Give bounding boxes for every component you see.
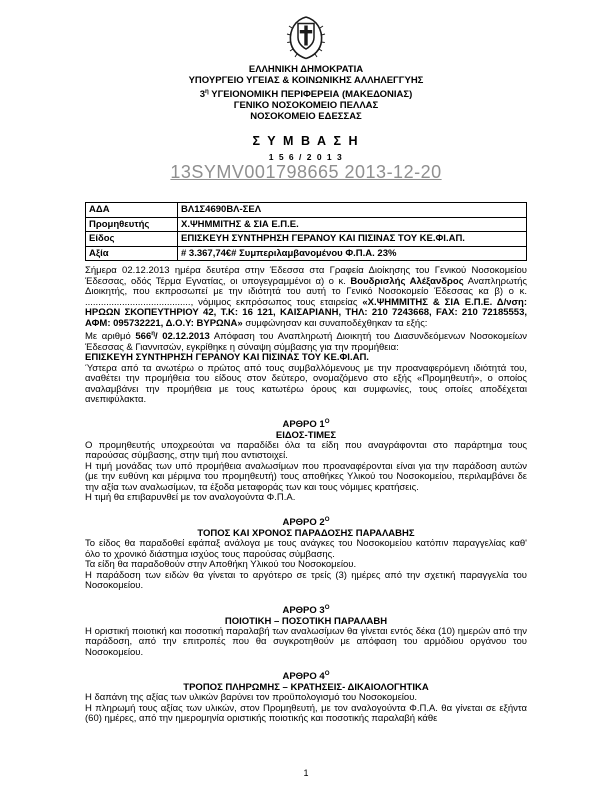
contract-number: 1 5 6 / 2 0 1 3 xyxy=(268,152,344,163)
article-title-sup: Ο xyxy=(324,670,330,678)
supplier-details: «Χ.ΨΗΜΜΙΤΗΣ & ΣΙΑ Ε.Π.Ε. Δ/νση: ΗΡΩΩΝ ΣΚΟΠΕΥΤΗΡΙΟΥ 42, Τ.Κ: 16 121, ΚΑΙΣΑΡΙΑΝΗ, ΤΗΛ: 210 7243668, FAX: 210 72185553, ΑΦΜ: 095732221, Δ.Ο.Υ: ΒΥΡΩΝΑ» xyxy=(85,296,527,329)
article-title-text: ΑΡΘΡΟ 4 xyxy=(282,671,325,683)
intro-paragraph-1 xyxy=(85,266,527,329)
article-3-title xyxy=(85,602,527,616)
region-ordinal-sup: η xyxy=(205,88,209,95)
registry-watermark: 13SYMV001798665 2013-12-20 xyxy=(170,162,442,182)
article-2-subtitle: ΤΟΠΟΣ ΚΑΙ ΧΡΟΝΟΣ ΠΑΡΑΔΟΣΗΣ ΠΑΡΑΛΑΒΗΣ xyxy=(197,528,415,540)
table-row-ada xyxy=(86,203,527,218)
article-1-paragraph: Η τιμή μονάδας των υπό προμήθεια αναλωσίμων που προαναφέρονται είναι για την παράδοση αυτών (με την ευθύνη και μέριμνα του προμηθευτή) τους αποθήκες Υλικού του Νοσοκομείου, περιλαμβάνει δε την αξία των αναλωσίμων, τα έξοδα μεταφοράς των και τους νόμιμες κρατήσεις. xyxy=(85,460,527,493)
header-line-ministry: ΥΠΟΥΡΓΕΙΟ ΥΓΕΙΑΣ & ΚΟΙΝΩΝΙΚΗΣ ΑΛΛΗΛΕΓΓΥΗΣ xyxy=(188,75,424,86)
article-1-paragraph: Ο προμηθευτής υποχρεούται να παραδίδει όλα τα είδη που αναγράφονται στο παράρτημα τους παρούσας σύμβασης, στην τιμή που αντιστοιχεί. xyxy=(85,439,527,462)
article-2-paragraph: Η παράδοση των ειδών θα γίνεται το αργότερο σε τρείς (3) ημέρες από την σχετική παραγγελία του Νοσοκομείου. xyxy=(85,569,527,592)
row-label: Αξία xyxy=(86,246,178,261)
article-4-subtitle: ΤΡΟΠΟΣ ΠΛΗΡΩΜΗΣ – ΚΡΑΤΗΣΕΙΣ- ΔΙΚΑΙΟΛΟΓΗΤΙΚΑ xyxy=(183,682,429,694)
decision-date: / 02.12.2013 xyxy=(155,331,210,343)
table-row-item xyxy=(86,232,527,247)
header-line-hospital: ΝΟΣΟΚΟΜΕΙΟ ΕΔΕΣΣΑΣ xyxy=(250,111,362,123)
row-value: Χ.ΨΗΜΜΙΤΗΣ & ΣΙΑ Ε.Π.Ε. xyxy=(178,217,527,232)
article-title-text: ΑΡΘΡΟ 3 xyxy=(282,604,325,616)
article-2-paragraph: Τα είδη θα παραδοθούν στην Αποθήκη Υλικού του Νοσοκομείου. xyxy=(85,559,357,571)
article-4-paragraph: Η δαπάνη της αξίας των υλικών βαρύνει τον προϋπολογισμό του Νοσοκομείου. xyxy=(85,692,418,704)
article-3-subtitle: ΠΟΙΟΤΙΚΗ – ΠΟΣΟΤΙΚΗ ΠΑΡΑΛΑΒΗ xyxy=(224,615,388,627)
header-line-region xyxy=(85,86,527,100)
article-title-text: ΑΡΘΡΟ 2 xyxy=(282,517,325,529)
row-value: ΒΛ1Σ4690ΒΛ-ΣΕΛ xyxy=(178,203,527,218)
intro-p1-text: συμφώνησαν και συναποδέχθηκαν τα εξής: xyxy=(242,317,428,329)
contract-info-table xyxy=(85,202,527,261)
page-number: 1 xyxy=(303,768,309,778)
article-2-title xyxy=(85,514,527,528)
article-1-title xyxy=(85,416,527,430)
intro-p1-text: Αναπληρωτής Διοικητής, που εκπροσωπεί με την ιδιότητά του αυτή το Γενικό Νοσοκομείο Έδεσσας κα β) ο κ. ........................................, νόμιμος εκπρόσωπος τους εταιρείας xyxy=(85,275,527,308)
article-title-sup: Ο xyxy=(324,515,330,523)
page-content xyxy=(85,14,527,725)
header-line-hospital-general: ΓΕΝΙΚΟ ΝΟΣΟΚΟΜΕΙΟ ΠΕΛΛΑΣ xyxy=(233,100,379,112)
header-line-republic: ΕΛΛΗΝΙΚΗ ΔΗΜΟΚΡΑΤΙΑ xyxy=(248,64,364,75)
region-name: ΥΓΕΙΟΝΟΜΙΚΗ ΠΕΡΙΦΕΡΕΙΑ (ΜΑΚΕΔΟΝΙΑΣ) xyxy=(208,89,413,101)
row-label: ΑΔΑ xyxy=(86,203,178,218)
article-2-paragraph: Το είδος θα παραδοθεί εφάπαξ ανάλογα με τους ανάγκες του Νοσοκομείου κατόπιν παραγγελίας καθ' όλο το χρονικό διάστημα ισχύος τους παρούσας σύμβασης. xyxy=(85,538,527,560)
table-row-value xyxy=(86,246,527,261)
row-value: ΕΠΙΣΚΕΥΗ ΣΥΝΤΗΡΗΣΗ ΓΕΡΑΝΟΥ ΚΑΙ ΠΙΣΙΝΑΣ ΤΟΥ ΚΕ.ΦΙ.ΑΠ. xyxy=(178,232,527,247)
greek-coat-of-arms-icon xyxy=(285,14,327,60)
intro-p1-text: Σήμερα 02.12.2013 ημέρα δευτέρα στην Έδεσσα στα Γραφεία Διοίκησης του Γενικού Νοσοκομείου Έδεσσας, οδός Τέρμα Εγνατίας, οι υπογεγραμμένοι α) ο κ. xyxy=(85,265,527,287)
decision-number: 566 xyxy=(135,331,152,343)
procurement-subject: ΕΠΙΣΚΕΥΗ ΣΥΝΤΗΡΗΣΗ ΓΕΡΑΝΟΥ ΚΑΙ ΠΙΣΙΝΑΣ ΤΟΥ ΚΕ.ΦΙ.ΑΠ. xyxy=(85,352,369,364)
article-title-sup: Ο xyxy=(324,603,330,611)
intro-p2-text: Απόφαση του Αναπληρωτή Διοικητή του Διασυνδεόμενων Νοσοκομείων Έδεσσας & Γιαννιτσών, εγκρίθηκε η σύναψη σύμβασης για την προμήθεια: xyxy=(85,331,527,353)
article-4-title xyxy=(85,668,527,682)
intro-paragraph-2 xyxy=(85,329,527,364)
article-1-subtitle: ΕΙΔΟΣ-ΤΙΜΕΣ xyxy=(275,429,337,441)
article-title-sup: Ο xyxy=(324,417,330,425)
article-4-paragraph: Η πληρωμή τους αξίας των υλικών, στον Προμηθευτή, με τον αναλογούντα Φ.Π.Α. θα γίνεται σε εξήντα (60) ημέρες, από την ημερομηνία οριστικής ποιοτικής και ποσοτικής παραλαβή κάθε xyxy=(85,702,527,725)
intro-paragraph-3: Ύστερα από τα ανωτέρω ο πρώτος από τους συμβαλλόμενους με την προαναφερόμενη ιδιότητά του, αναθέτει την προμήθεια του είδους στον δεύτερο, ονομαζόμενο στο εξής «Προμηθευτή», ο οποίος αναλαμβάνει την προμήθεια με τους κατωτέρω όρους και συμφωνίες, τους οποίες αποδέχεται ανεπιφύλακτα. xyxy=(85,362,527,406)
document-title: Σ Υ Μ Β Α Σ Η xyxy=(252,134,360,149)
article-3-paragraph: Η οριστική ποιοτική και ποσοτική παραλαβή των αναλωσίμων θα γίνεται εντός δέκα (10) ημερών από την παράδοση, από την επιτροπές που θα συγκροτηθούν με απόφαση του αρμόδιου οργάνου του Νοσοκομείου. xyxy=(85,625,527,658)
row-value: # 3.367,74€# Συμπεριλαμβανομένου Φ.Π.Α. 23% xyxy=(178,246,527,261)
region-number: 3 xyxy=(199,89,206,101)
article-1-paragraph: Η τιμή θα επιβαρυνθεί με τον αναλογούντα Φ.Π.Α. xyxy=(85,492,296,504)
table-row-supplier xyxy=(86,217,527,232)
intro-p2-text: Με αριθμό xyxy=(85,331,136,343)
row-label: Είδος xyxy=(86,232,178,247)
decision-ordinal-sup: η xyxy=(151,330,155,338)
row-label: Προμηθευτής xyxy=(86,217,178,232)
commissioner-name: Βουδρισλής Αλέξανδρος xyxy=(350,275,464,287)
article-title-text: ΑΡΘΡΟ 1 xyxy=(282,418,325,430)
